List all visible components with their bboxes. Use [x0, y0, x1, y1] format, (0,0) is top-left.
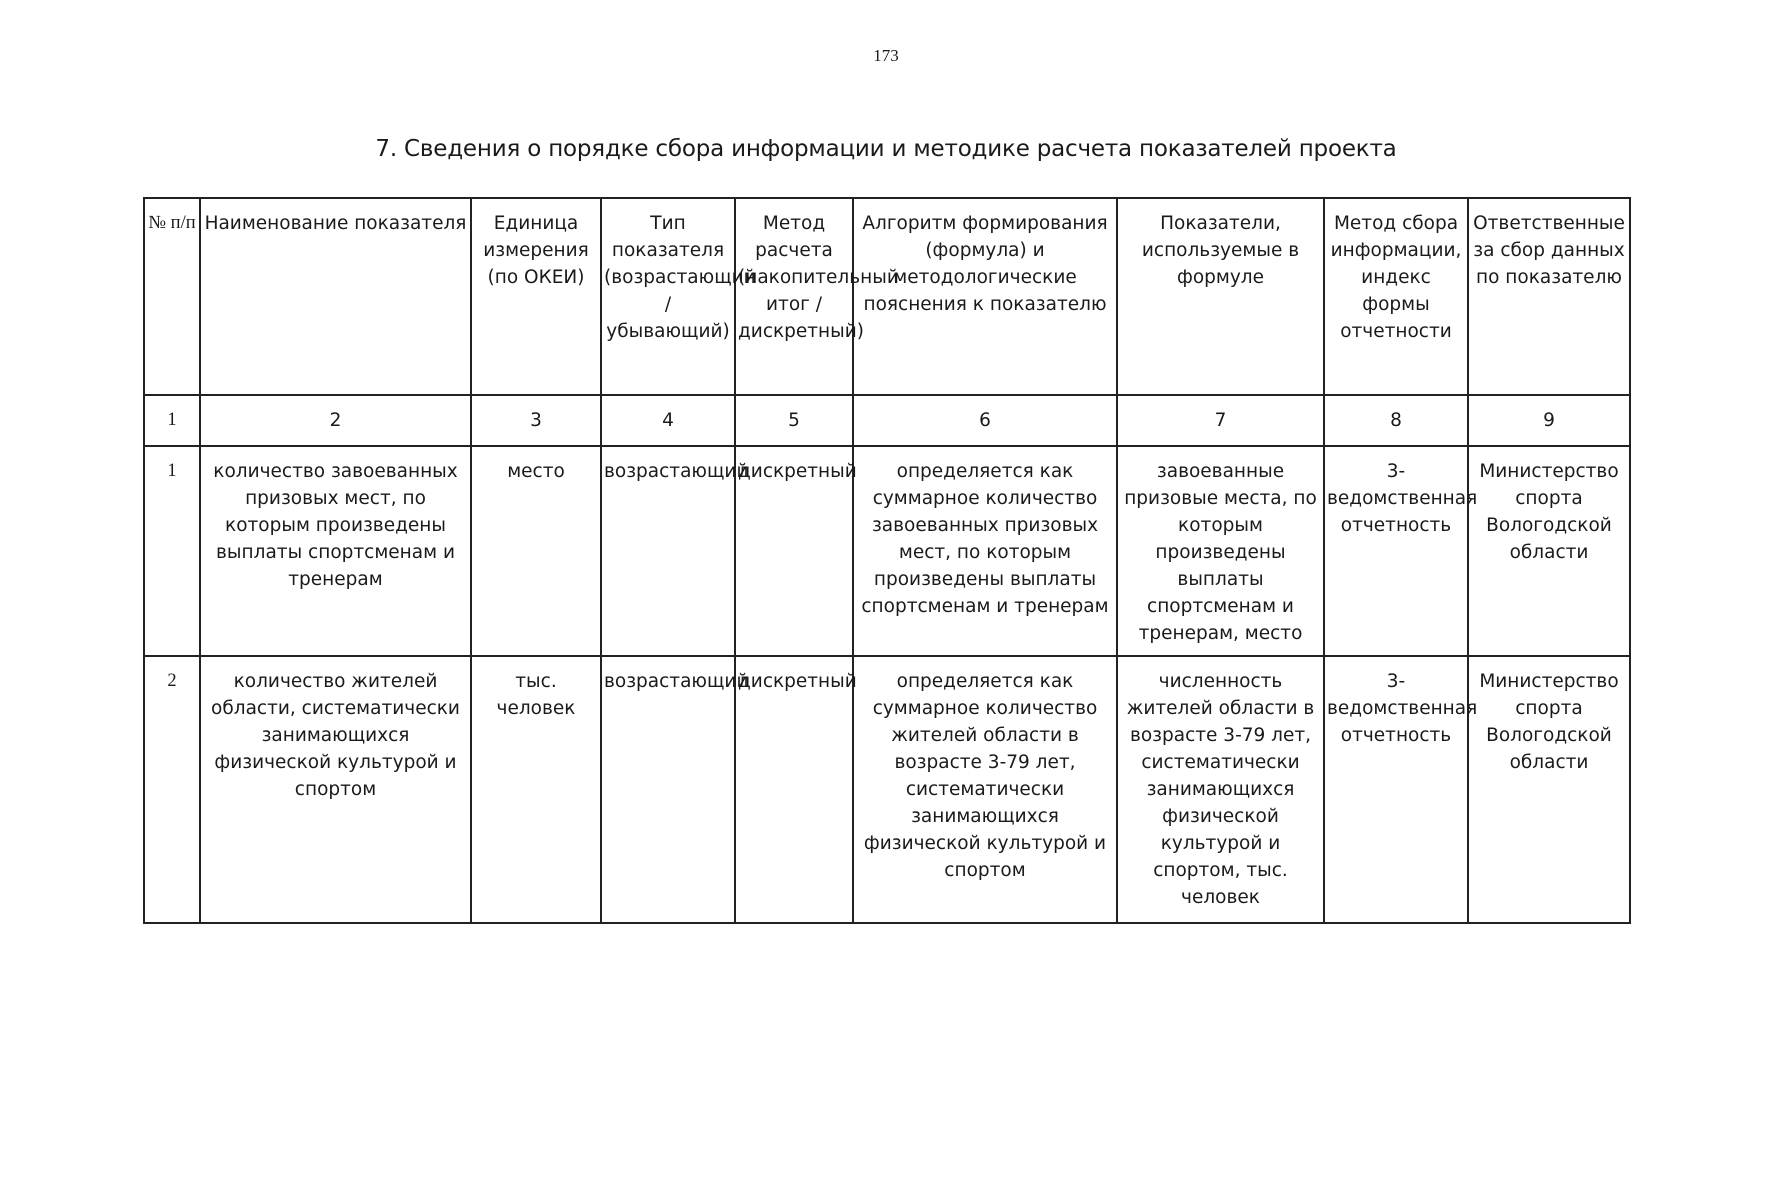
indicator-unit: тыс. человек [471, 656, 601, 923]
page-number: 173 [873, 46, 899, 65]
column-number: 5 [735, 395, 853, 446]
calc-method: дискретный [735, 656, 853, 923]
collection-method: 3- ведомственная отчетность [1324, 656, 1468, 923]
header-unit: Единица измерения (по ОКЕИ) [471, 198, 601, 395]
algorithm: определяется как суммарное количество завоеванных призовых мест, по которым произведены выплаты спортсменам и тренерам [853, 446, 1117, 656]
formula-indicators: численность жителей области в возрасте 3-79 лет, систематически занимающихся физической культурой и спортом, тыс. человек [1117, 656, 1324, 923]
header-responsible: Ответственные за сбор данных по показателю [1468, 198, 1630, 395]
column-number: 6 [853, 395, 1117, 446]
indicator-name: количество жителей области, систематически занимающихся физической культурой и спортом [200, 656, 471, 923]
header-number: № п/п [144, 198, 200, 395]
row-number: 1 [144, 446, 200, 656]
column-number: 2 [200, 395, 471, 446]
header-formula-indicators: Показатели, используемые в формуле [1117, 198, 1324, 395]
header-collection-method: Метод сбора информации, индекс формы отчетности [1324, 198, 1468, 395]
row-number: 2 [144, 656, 200, 923]
formula-indicators: завоеванные призовые места, по которым произведены выплаты спортсменам и тренерам, место [1117, 446, 1324, 656]
column-number: 3 [471, 395, 601, 446]
header-algorithm: Алгоритм формирования (формула) и методологические пояснения к показателю [853, 198, 1117, 395]
header-indicator-type: Тип показателя (возрастающий / убывающий) [601, 198, 735, 395]
column-number: 7 [1117, 395, 1324, 446]
indicator-type: возрастающий [601, 656, 735, 923]
collection-method: 3- ведомственная отчетность [1324, 446, 1468, 656]
section-title: 7. Сведения о порядке сбора информации и методике расчета показателей проекта [375, 136, 1397, 162]
table-row [144, 446, 1630, 656]
calc-method: дискретный [735, 446, 853, 656]
header-indicator-name: Наименование показателя [200, 198, 471, 395]
responsible: Министерство спорта Вологодской области [1468, 446, 1630, 656]
column-numbers-row [144, 395, 1630, 446]
algorithm: определяется как суммарное количество жителей области в возрасте 3-79 лет, систематически занимающихся физической культурой и спортом [853, 656, 1117, 923]
table-header-row [144, 198, 1630, 395]
column-number: 9 [1468, 395, 1630, 446]
column-number: 4 [601, 395, 735, 446]
indicator-type: возрастающий [601, 446, 735, 656]
indicator-unit: место [471, 446, 601, 656]
column-number: 8 [1324, 395, 1468, 446]
indicators-table [143, 197, 1631, 924]
responsible: Министерство спорта Вологодской области [1468, 656, 1630, 923]
column-number: 1 [144, 395, 200, 446]
table-row [144, 656, 1630, 923]
header-calc-method: Метод расчета (накопительный итог / дискретный) [735, 198, 853, 395]
indicator-name: количество завоеванных призовых мест, по которым произведены выплаты спортсменам и тренерам [200, 446, 471, 656]
